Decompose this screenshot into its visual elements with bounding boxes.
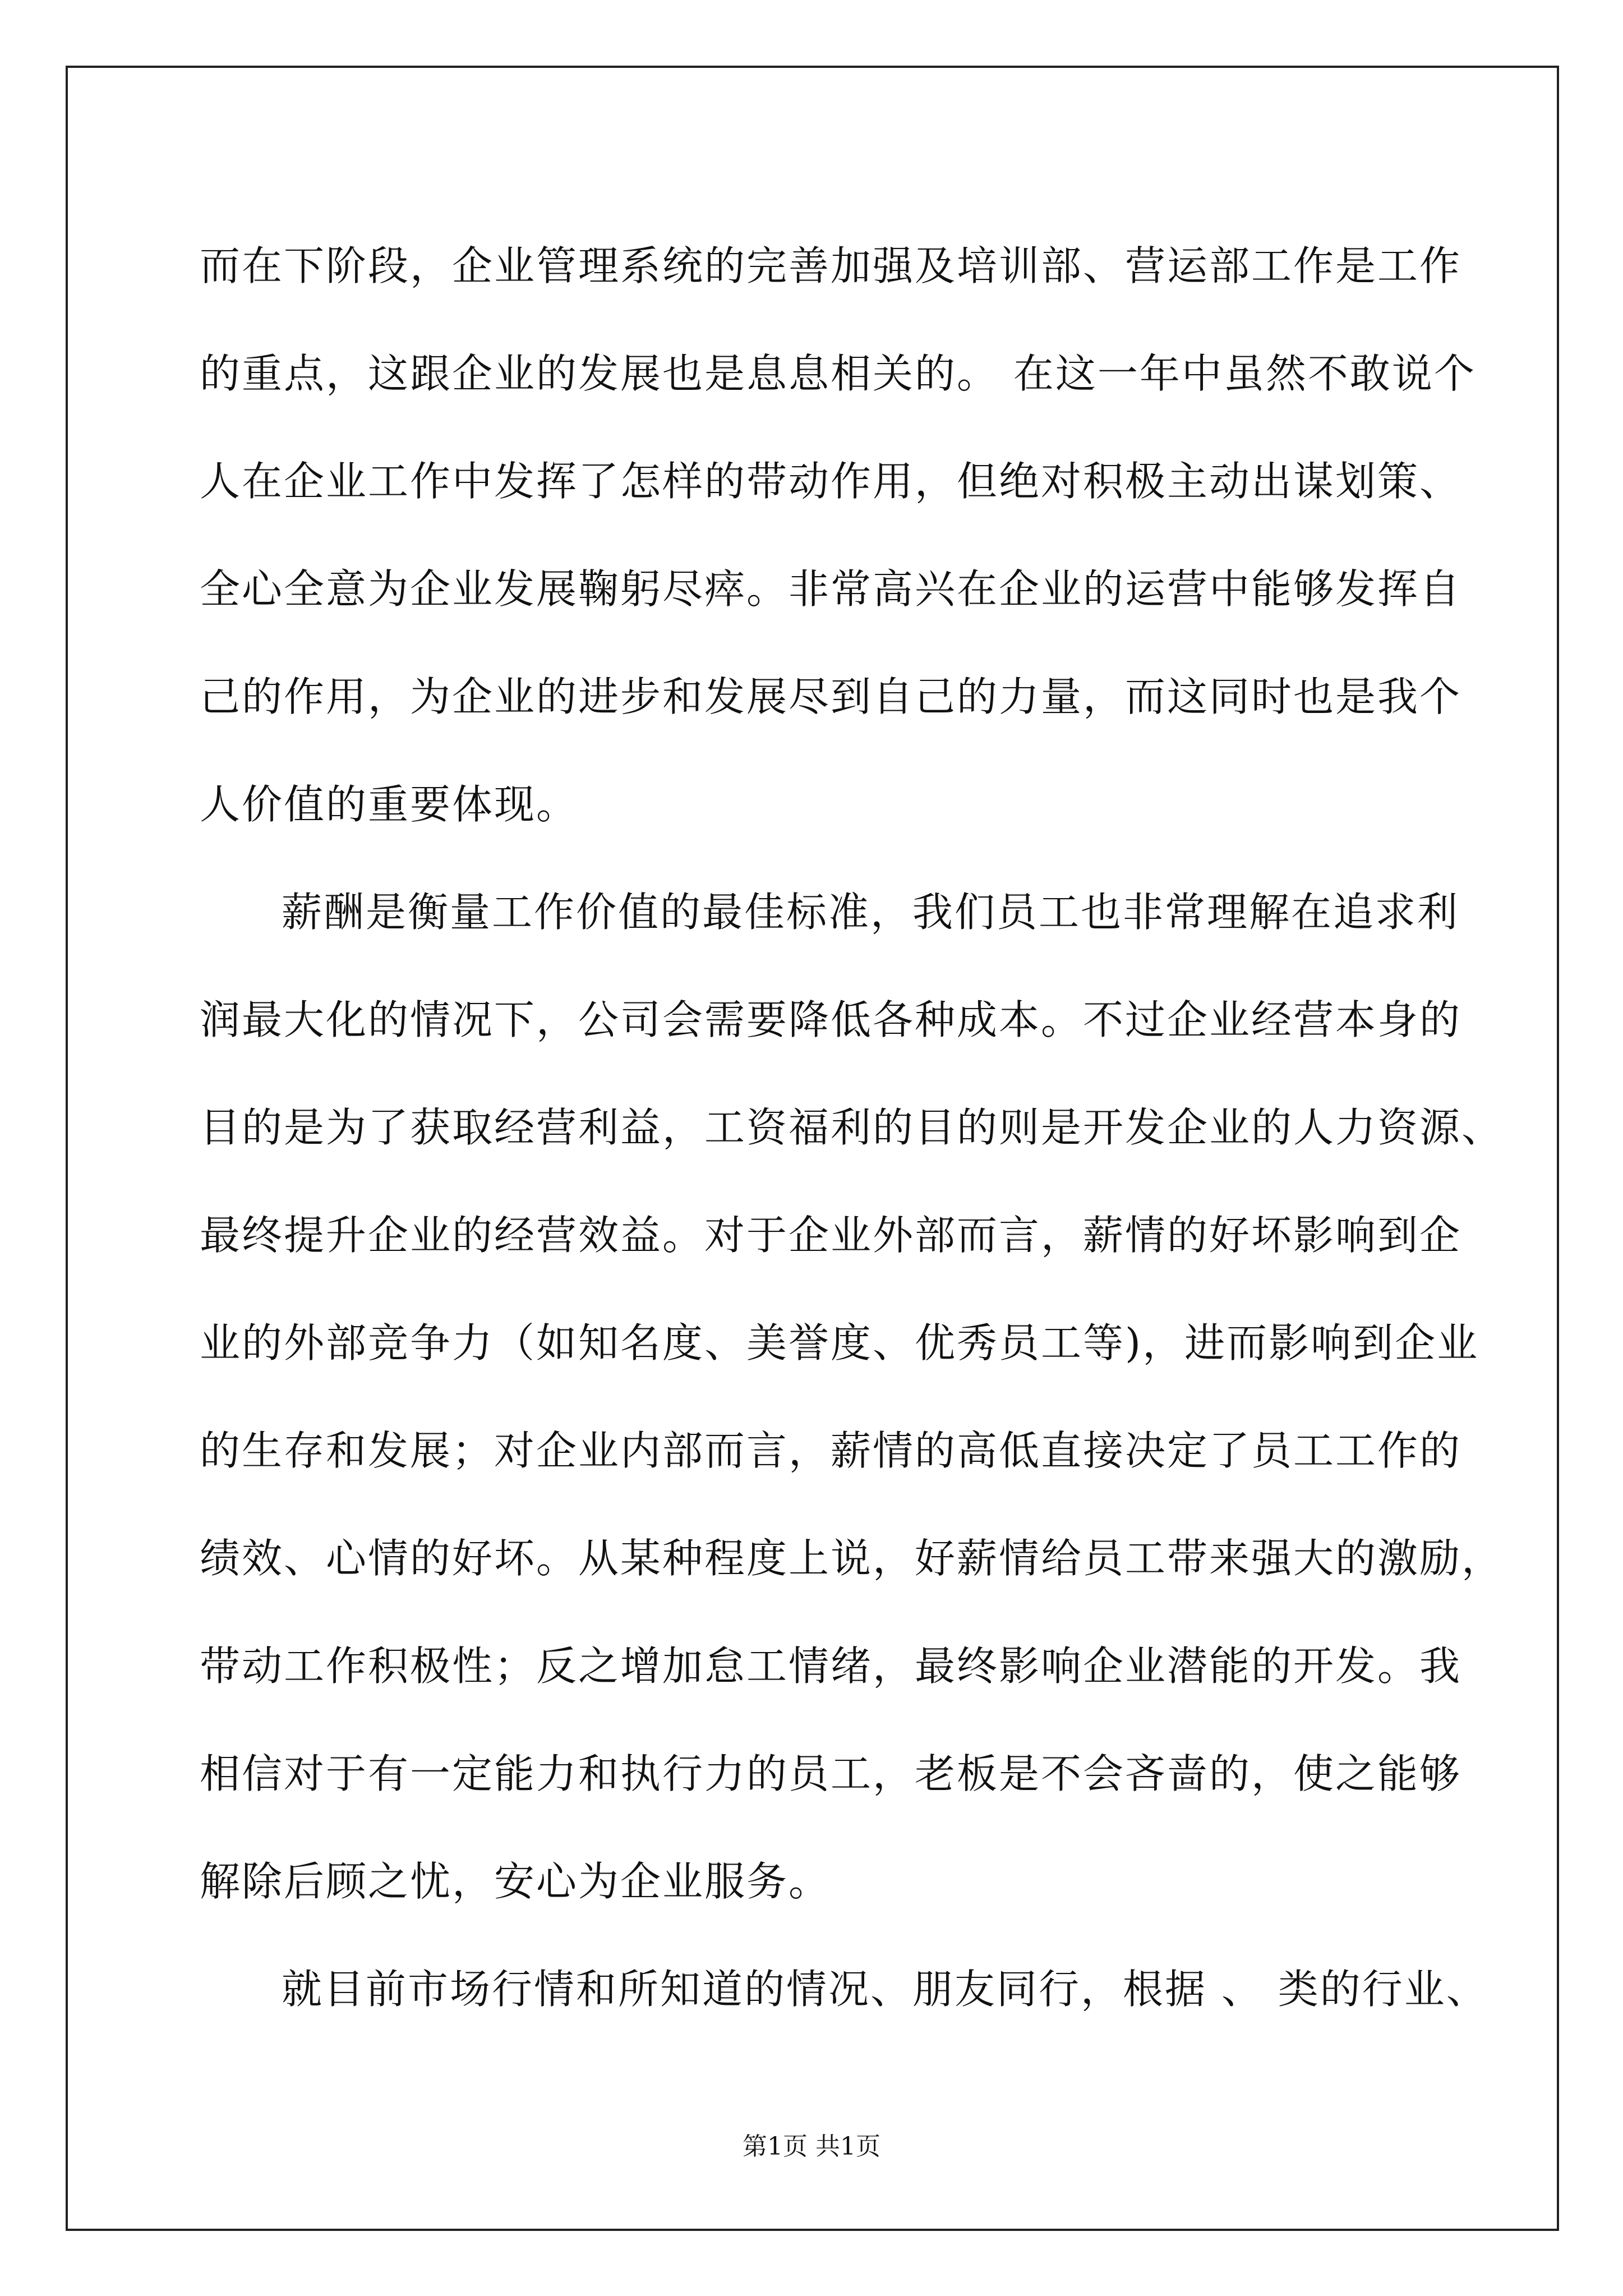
- text-line: 薪酬是衡量工作价值的最佳标准，我们员工也非常理解在追求利: [282, 889, 1460, 936]
- text-line: 人价值的重要体现。: [200, 781, 579, 828]
- text-line: 全心全意为企业发展鞠躬尽瘁。非常高兴在企业的运营中能够发挥自: [200, 565, 1462, 613]
- text-line: 润最大化的情况下，公司会需要降低各种成本。不过企业经营本身的: [200, 996, 1462, 1043]
- text-line: 带动工作积极性；反之增加怠工情绪，最终影响企业潜能的开发。我: [200, 1642, 1462, 1690]
- text-line: 人在企业工作中发挥了怎样的带动作用，但绝对积极主动出谋划策、: [200, 458, 1462, 505]
- text-line: 最终提升企业的经营效益。对于企业外部而言，薪情的好坏影响到企: [200, 1212, 1462, 1259]
- document-body: [200, 212, 1504, 2043]
- page-footer: 第1页 共1页: [743, 2132, 880, 2161]
- text-line: 的重点，这跟企业的发展也是息息相关的。 在这一年中虽然不敢说个: [200, 350, 1476, 397]
- text-line: 而在下阶段，企业管理系统的完善加强及培训部、营运部工作是工作: [200, 242, 1462, 289]
- text-line: 解除后顾之忧，安心为企业服务。: [200, 1858, 831, 1905]
- text-line: 业的外部竞争力（如知名度、美誉度、优秀员工等)，进而影响到企业: [200, 1319, 1479, 1366]
- text-line: 的生存和发展；对企业内部而言，薪情的高低直接决定了员工工作的: [200, 1427, 1462, 1474]
- text-line: 目的是为了获取经营利益，工资福利的目的则是开发企业的人力资源、: [200, 1104, 1504, 1151]
- text-line: 就目前市场行情和所知道的情况、朋友同行，根据 、 类的行业、: [282, 1966, 1488, 2013]
- text-line: 绩效、心情的好坏。从某种程度上说，好薪情给员工带来强大的激励，: [200, 1535, 1504, 1582]
- text-line: 相信对于有一定能力和执行力的员工，老板是不会吝啬的，使之能够: [200, 1750, 1462, 1797]
- text-line: 己的作用，为企业的进步和发展尽到自己的力量，而这同时也是我个: [200, 673, 1462, 720]
